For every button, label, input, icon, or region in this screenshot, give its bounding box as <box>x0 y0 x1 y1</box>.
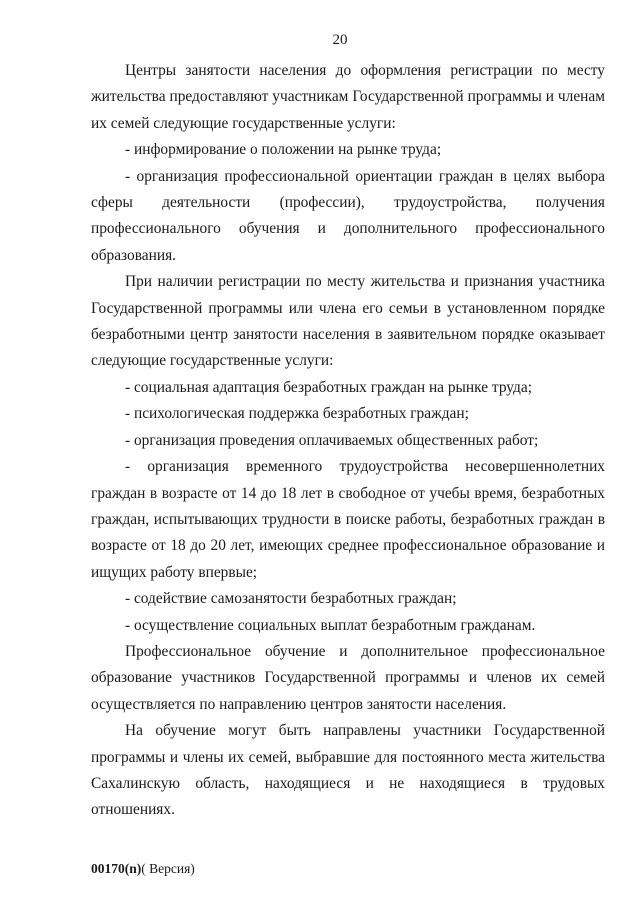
paragraph-employment-centers-intro: Центры занятости населения до оформления регистрации по месту жительства предоставляют участникам Государственной программы и членам их семей следующие государственные услуги: <box>91 62 605 132</box>
list-item-social-payments: - осуществление социальных выплат безработным гражданам. <box>125 616 536 634</box>
list-item-psychological-support: - психологическая поддержка безработных граждан; <box>125 405 469 423</box>
document-body <box>91 58 605 824</box>
list-item-temporary-employment: - организация временного трудоустройства несовершеннолетних граждан в возрасте от 14 до 18 лет в свободное от учебы время, безработных граждан, испытывающих трудности в поиске работы, безработных граждан в возрасте от 18 до 20 лет, имеющих среднее профессиональное образование и ищущих работу впервые; <box>91 458 605 581</box>
list-item-public-works: - организация проведения оплачиваемых общественных работ; <box>125 431 539 449</box>
list-item-self-employment: - содействие самозанятости безработных граждан; <box>125 590 457 608</box>
list-item-career-orientation: - организация профессиональной ориентации граждан в целях выбора сферы деятельности (профессии), трудоустройства, получения профессионального обучения и дополнительного профессионального образования. <box>91 167 605 264</box>
list-item-labor-market-info: - информирование о положении на рынке труда; <box>125 141 442 159</box>
document-code: 00170(n) <box>91 861 142 876</box>
paragraph-registered-services-intro: При наличии регистрации по месту жительства и признания участника Государственной программы или члена его семьи в установленном порядке безработными центр занятости населения в заявительном порядке оказывает следующие государственные услуги: <box>91 273 605 370</box>
list-item-social-adaptation: - социальная адаптация безработных граждан на рынке труда; <box>125 378 532 396</box>
page-number: 20 <box>332 32 348 48</box>
paragraph-training-eligibility: На обучение могут быть направлены участники Государственной программы и члены их семей, выбравшие для постоянного места жительства Сахалинскую область, находящиеся и не находящиеся в трудовых отношениях. <box>91 722 605 819</box>
document-footer <box>91 861 195 877</box>
document-version: ( Версия) <box>141 861 195 876</box>
paragraph-professional-training: Профессиональное обучение и дополнительное профессиональное образование участников Государственной программы и членов их семей осуществляется по направлению центров занятости населения. <box>91 642 605 713</box>
